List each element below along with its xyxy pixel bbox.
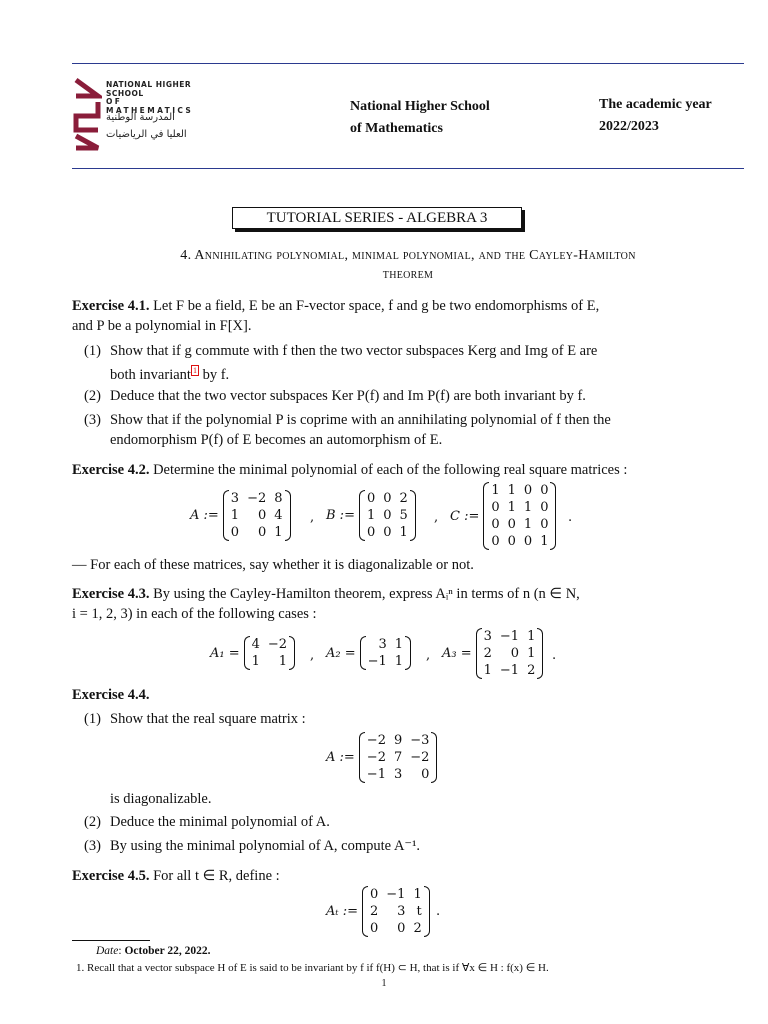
exercise-text: For all t ∈ R, define : (153, 868, 280, 884)
exercise-4-5-intro (72, 866, 696, 886)
exercise-4-4-heading (72, 685, 696, 705)
item-text: Deduce that the two vector subspaces Ker P(f) and Im P(f) are both invariant by f. (110, 388, 586, 404)
header-top-rule (72, 63, 744, 64)
matrix-A (190, 490, 291, 541)
matrix-cell: 1 (230, 508, 240, 523)
matrix-cell: 1 (540, 534, 549, 549)
matrix-label: A₁ = (210, 645, 240, 661)
matrix-cell: 1 (394, 637, 404, 652)
exercise-4-1-item-1 (84, 341, 696, 361)
matrix-cell: 1 (507, 500, 516, 515)
matrix-cell: 0 (383, 525, 392, 540)
matrix-label: A := (190, 508, 219, 523)
matrix-cell: 0 (491, 500, 500, 515)
matrix-cell: t (416, 904, 422, 919)
matrix-cell: 1 (366, 508, 376, 523)
logo-text-arabic-line2: العليا في الرياضيات (106, 129, 187, 140)
exercise-4-2-intro (72, 460, 696, 480)
matrix-cell: −1 (499, 663, 520, 678)
matrix-cell: −2 (267, 637, 288, 652)
matrix-cell: 0 (421, 767, 430, 782)
separator: , (426, 648, 431, 663)
matrix-cell: 1 (278, 654, 288, 669)
item-text: By using the minimal polynomial of A, compute A⁻¹. (110, 838, 421, 854)
matrix-cell: 0 (257, 525, 267, 540)
exercise-4-4-item-3 (84, 836, 696, 856)
logo-text-arabic-line1: المدرسة الوطنية (106, 112, 175, 123)
matrix-cell: −1 (367, 654, 387, 669)
matrix-cell: 0 (491, 534, 500, 549)
exercise-4-1-item-3-cont: endomorphism P(f) of E becomes an automorphism of E. (110, 432, 443, 448)
matrix-label: A := (326, 750, 355, 765)
matrix-cells (250, 636, 289, 670)
date-line: Date: October 22, 2022. (96, 945, 211, 957)
matrix-cell: 0 (507, 534, 516, 549)
footnote-link[interactable]: 1 (192, 366, 197, 375)
school-name-line2: of Mathematics (350, 121, 443, 136)
matrix-cell: 3 (230, 491, 240, 506)
exercise-4-1-item-3 (84, 410, 696, 430)
school-name-line1: National Higher School (350, 99, 490, 114)
matrix-cell: 0 (523, 534, 533, 549)
matrix-At (326, 886, 430, 937)
exercise-4-1-item-1-cont (110, 361, 696, 385)
logo-text-line2: OF MATHEMATICS (106, 97, 194, 115)
matrix-cell: −2 (410, 750, 430, 765)
matrix-cell: 1 (523, 517, 533, 532)
exercise-label: Exercise 4.3. (72, 586, 150, 602)
matrix-cell: −1 (386, 887, 406, 902)
matrix-cell: 0 (366, 525, 376, 540)
item-text: Show that the real square matrix : (110, 711, 306, 727)
matrix-B (326, 490, 416, 541)
matrix-cell: −1 (366, 767, 386, 782)
matrix-cell: 1 (527, 629, 536, 644)
separator: . (568, 510, 573, 525)
matrix-cell: 0 (383, 491, 392, 506)
matrix-cell: 0 (397, 921, 406, 936)
matrix-label: A₃ = (442, 646, 472, 661)
exercise-4-4-item-1-cont: is diagonalizable. (110, 791, 212, 807)
section-heading-line1: 4. Annihilating polynomial, minimal polynomial, and the Cayley-Hamilton (180, 248, 636, 263)
matrix-cells (229, 490, 285, 541)
matrix-cell: −2 (366, 733, 386, 748)
matrix-cell: 3 (393, 767, 403, 782)
matrix-cell: 1 (491, 483, 500, 498)
matrix-cell: 1 (394, 654, 404, 669)
separator: . (552, 648, 557, 663)
matrix-cell: 8 (274, 491, 283, 506)
matrix-C (450, 482, 556, 550)
exercise-label: Exercise 4.1. (72, 298, 150, 314)
page-number: 1 (381, 978, 387, 989)
exercise-4-1-intro (72, 296, 696, 316)
logo-mark-icon (72, 76, 102, 152)
matrix-cell: −3 (410, 733, 430, 748)
matrix-cells (365, 732, 432, 783)
exercise-4-3-intro (72, 584, 696, 604)
footnote-1: 1. Recall that a vector subspace H of E is said to be invariant by f if f(H) ⊂ H, that is if ∀x ∈ H : f(x) ∈ H. (76, 962, 549, 974)
matrix-cell: 9 (393, 733, 403, 748)
matrix-A2 (326, 636, 411, 670)
separator: . (436, 904, 441, 919)
separator: , (310, 648, 315, 663)
matrix-cell: 1 (527, 646, 536, 661)
item-text: Deduce the minimal polynomial of A. (110, 814, 330, 830)
matrix-cell: −1 (499, 629, 520, 644)
header-bottom-rule (72, 168, 744, 169)
footnote-rule (72, 940, 150, 941)
exercise-text: Determine the minimal polynomial of each of the following real square matrices : (153, 462, 628, 478)
matrix-cell: 0 (540, 483, 549, 498)
matrix-label: B := (326, 508, 355, 523)
matrix-cells (368, 886, 424, 937)
exercise-4-2-note: — For each of these matrices, say whether it is diagonalizable or not. (72, 557, 474, 573)
matrix-cell: 0 (540, 517, 549, 532)
matrix-cell: 4 (274, 508, 283, 523)
matrix-cell: 2 (483, 646, 492, 661)
exercise-label: Exercise 4.4. (72, 687, 150, 703)
item-number: (2) (84, 388, 101, 404)
school-logo (72, 76, 208, 152)
matrix-cell: 3 (397, 904, 406, 919)
matrix-cells (365, 490, 410, 541)
date-label: Date (96, 945, 119, 957)
matrix-cells (489, 482, 550, 550)
exercise-label: Exercise 4.5. (72, 868, 150, 884)
matrix-cell: 0 (366, 491, 376, 506)
matrix-cell: 7 (393, 750, 403, 765)
matrix-cells (366, 636, 405, 670)
date-value: October 22, 2022. (124, 945, 211, 957)
matrix-cell: 1 (399, 525, 408, 540)
matrix-cell: 3 (378, 637, 387, 652)
academic-year (599, 94, 712, 138)
matrix-label: Aₜ := (326, 904, 358, 919)
matrix-cell: 1 (274, 525, 283, 540)
matrix-cell: −2 (247, 491, 267, 506)
exercise-4-3-intro-line2: i = 1, 2, 3) in each of the following cases : (72, 606, 317, 622)
matrix-cell: 2 (399, 491, 408, 506)
exercise-label: Exercise 4.2. (72, 462, 150, 478)
matrix-A-4-4 (326, 732, 437, 783)
logo-text-line1: NATIONAL HIGHER SCHOOL (106, 80, 192, 98)
matrix-cell: 1 (507, 483, 516, 498)
academic-year-value: 2022/2023 (599, 119, 659, 134)
matrix-cell: 0 (491, 517, 500, 532)
matrix-cell: 3 (483, 629, 492, 644)
matrix-cell: 1 (523, 500, 533, 515)
separator: , (434, 510, 439, 525)
academic-year-label: The academic year (599, 97, 712, 112)
item-number: (3) (84, 412, 101, 428)
exercise-text: By using the Cayley-Hamilton theorem, express Aᵢⁿ in terms of n (n ∈ N, (153, 586, 580, 602)
item-text: Show that if the polynomial P is coprime with an annihilating polynomial of f then the (110, 412, 611, 428)
matrix-A3 (442, 628, 543, 679)
exercise-text: Let F be a field, E be an F-vector space, f and g be two endomorphisms of E, (153, 298, 600, 314)
exercise-4-4-item-1 (84, 709, 696, 729)
matrix-cell: 0 (383, 508, 392, 523)
matrix-cell: 0 (370, 921, 379, 936)
item-text: by f. (198, 366, 230, 383)
matrix-cell: 0 (507, 517, 516, 532)
matrix-label: C := (450, 508, 480, 524)
matrix-label: A₂ = (326, 645, 356, 661)
exercise-4-1-item-2 (84, 386, 696, 406)
page-title: TUTORIAL SERIES - ALGEBRA 3 (232, 207, 522, 229)
matrix-cell: 2 (413, 921, 422, 936)
matrix-cell: 5 (399, 508, 408, 523)
school-name (350, 96, 490, 140)
matrix-cell: −2 (366, 750, 386, 765)
section-heading-line2: theorem (382, 267, 434, 282)
matrix-cell: 2 (370, 904, 379, 919)
matrix-cell: 1 (483, 663, 492, 678)
matrix-cell: 2 (527, 663, 536, 678)
matrix-cell: 0 (540, 500, 549, 515)
item-text: Show that if g commute with f then the two vector subspaces Kerg and Img of E are (110, 343, 598, 359)
matrix-cell: 0 (510, 646, 520, 661)
item-number: (2) (84, 814, 101, 830)
matrix-cell: 1 (251, 654, 260, 669)
matrix-cell: 4 (251, 637, 260, 652)
matrix-cell: 0 (230, 525, 240, 540)
separator: , (310, 510, 315, 525)
matrix-cell: 0 (523, 483, 533, 498)
matrix-cell: 0 (370, 887, 379, 902)
matrix-cells (482, 628, 538, 679)
exercise-4-4-item-2 (84, 812, 696, 832)
exercise-4-1-intro-line2: and P be a polynomial in F[X]. (72, 318, 252, 334)
matrix-A1 (210, 636, 295, 670)
item-number: (1) (84, 343, 101, 359)
item-number: (3) (84, 838, 101, 854)
matrix-cell: 1 (413, 887, 422, 902)
item-number: (1) (84, 711, 101, 727)
item-text: both invariant (110, 366, 191, 383)
matrix-cell: 0 (257, 508, 267, 523)
